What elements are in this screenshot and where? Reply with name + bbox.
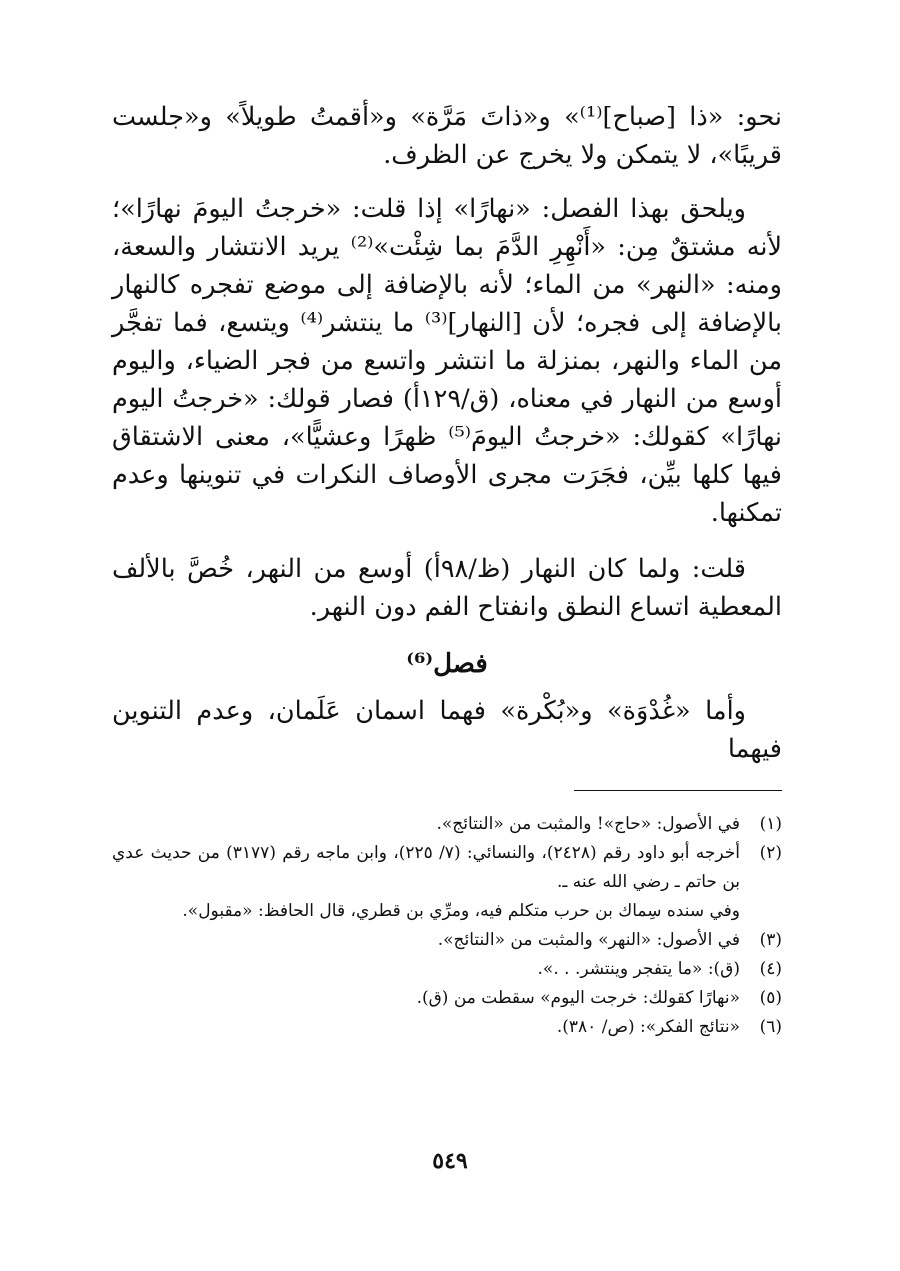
footnote-text: «نتائج الفكر»: (ص/ ٣٨٠). <box>556 1017 740 1037</box>
footnote-4 <box>112 955 782 984</box>
footnote-5 <box>112 984 782 1013</box>
paragraph-3: قلت: ولما كان النهار (ظ/٩٨أ) أوسع من النهر، خُصَّ بالألف المعطية اتساع النطق وانفتاح الفم دون النهر. <box>112 554 782 622</box>
footnote-text: أخرجه أبو داود رقم (٢٤٢٨)، والنسائي: (٧/ ٢٢٥)، وابن ماجه رقم (٣١٧٧) من حديث عدي بن حاتم ـ رضي الله عنه ـ. <box>112 843 740 892</box>
paragraph-2: ويلحق بهذا الفصل: «نهارًا» إذا قلت: «خرجتُ اليومَ نهارًا»؛ لأنه مشتقٌ مِن: «أَنْهِرِ الدَّمَ بما شِئْت»⁽²⁾ يريد الانتشار والسعة، ومنه: «النهر» من الماء؛ لأنه بالإضافة إلى موضع تفجره كالنهار بالإضافة إلى فجره؛ لأن [النهار]⁽³⁾ ما ينتشر⁽⁴⁾ ويتسع، فما تفجَّر من الماء والنهر، بمنزلة ما انتشر واتسع من فجر الضياء، واليوم أوسع من النهار في معناه، (ق/١٢٩أ) فصار قولك: «خرجتُ اليوم نهارًا» كقولك: «خرجتُ اليومَ⁽⁵⁾ ظهرًا وعشيًّا»، معنى الاشتقاق فيها كلها بيِّن، فجَرَت مجرى الأوصاف النكرات في تنوينها وعدم تمكنها. <box>112 194 783 528</box>
footnote-3 <box>112 926 782 955</box>
footnote-6 <box>112 1013 782 1042</box>
page-number: ٥٤٩ <box>432 1148 468 1174</box>
footnote-number: (٣) <box>759 930 782 950</box>
paragraph-1: نحو: «ذا [صباح]⁽¹⁾» و«ذاتَ مَرَّة» و«أقمتُ طويلاً» و«جلست قريبًا»، لا يتمكن ولا يخرج عن الظرف. <box>112 102 782 170</box>
footnote-number: (٥) <box>759 988 782 1008</box>
footnote-number: (١) <box>759 814 782 834</box>
footnote-text: «نهارًا كقولك: خرجت اليوم» سقطت من (ق). <box>416 988 740 1008</box>
footnote-text: في الأصول: «حاج»! والمثبت من «النتائج». <box>436 814 740 834</box>
footnote-text: (ق): «ما يتفجر وينتشر. . .». <box>537 959 740 979</box>
footnote-1 <box>112 810 782 839</box>
footnotes <box>112 810 782 1042</box>
footnote-2-continuation: وفي سنده سِماك بن حرب متكلم فيه، ومرِّي بن قطري، قال الحافظ: «مقبول». <box>182 901 740 921</box>
footnote-divider <box>574 790 782 791</box>
footnote-number: (٤) <box>759 959 782 979</box>
footnote-number: (٢) <box>759 843 782 863</box>
footnote-text: في الأصول: «النهر» والمثبت من «النتائج». <box>437 930 740 950</box>
footnote-number: (٦) <box>759 1017 782 1037</box>
section-heading: فصل⁽⁶⁾ <box>406 649 488 679</box>
paragraph-4: وأما «غُدْوَة» و«بُكْرة» فهما اسمان عَلَمان، وعدم التنوين فيهما <box>112 696 782 764</box>
page-body <box>112 98 783 1037</box>
footnote-2 <box>112 839 782 897</box>
